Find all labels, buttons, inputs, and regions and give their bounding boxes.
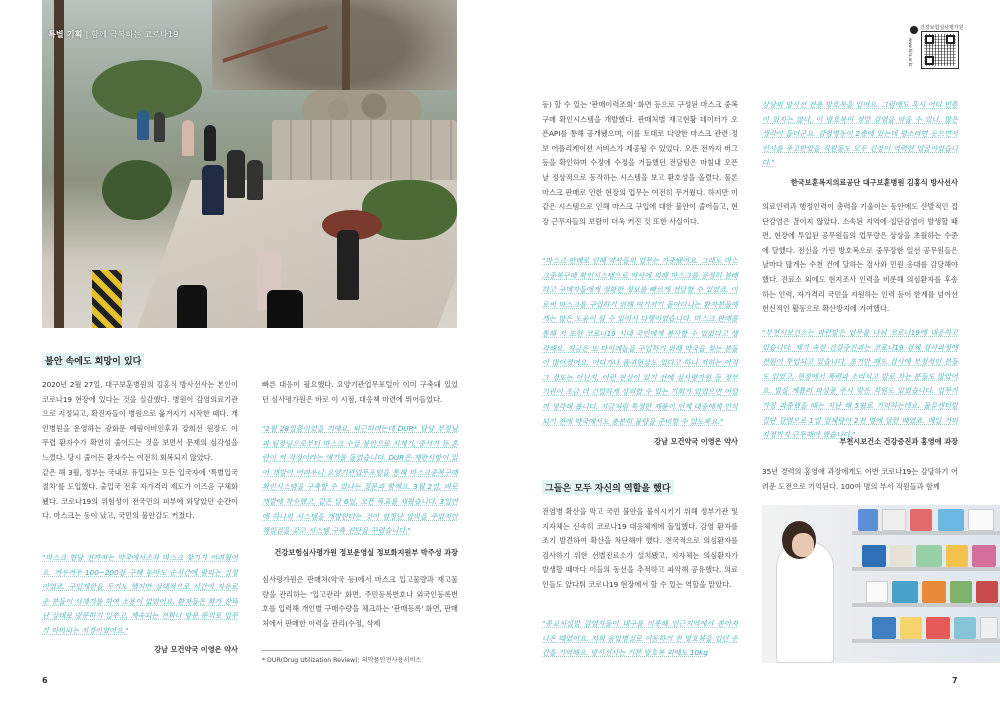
qr-finder	[925, 56, 934, 65]
product-box	[900, 617, 922, 639]
person	[247, 160, 263, 200]
shelf	[852, 567, 1000, 571]
product-box	[980, 617, 998, 639]
right-col2-body2: 35년 경력의 홍영애 과장에게도 이번 코로나19는 감당하기 어려운 도전으로 기억된다. 100여 명의 부서 직원들과 함께	[762, 467, 958, 491]
quote-health-center: "부천시보건소는 파란밭은 업무를 나눠 코로나19에 대응하고 있습니다. 제가 속한 건강증진과는 코로나19 검체 검사과정에 전원이 투입되고 있습니다. 초기만 해도 검사에 부정적인 분들도 있었고, 현장에서 폭력과 소리치고 발로 차는 분들도 많았어요. 발을 계룔러 파상풍 주사 맞은 직원도 있었습니다. 업무가 가장 과중했을 때는 지난 해 5월로 기억하는데요. 물류센터발 집단 감염으로 1일 검체량이 2천 명에 달한 때였죠. 매일 거의 자정까지 근무해야 했습니다."	[762, 328, 958, 440]
quote-attribution: 강남 모건약국 이영은 약사	[154, 645, 238, 654]
quote-radiographer-start: "종교시설발 감염자들이 대구를 비롯해 인근지역에서 쏟아져 나온 때였어요. 저희 음압병실로 이동하기 전 방호복을 입던 순간을 기억해요. 방사선사는 기본 방호복 외에도 10kg	[542, 619, 738, 658]
person	[202, 165, 224, 215]
shelf	[852, 603, 1000, 607]
person	[267, 290, 303, 328]
product-box	[926, 617, 950, 639]
product-box	[946, 545, 968, 567]
quote-pharmacist: "마스크 협당 전까지는 약국에서조차 마스크 찾기가 어려웠어요. 겨우겨우 100~200장 구해 놓아도 순식간에 팔리는 실정이었죠. 구입제한을 두기도 했지만 상대적으로 시간이 자유로운 분들이 사재기를 하여 소용이 없었어요. 환자들은 화가 잔뜩 난 상태로 방문하기 일쑤고, 계속되는 전화나 방문 문의로 업무가 마비되는 지경이었어요."	[42, 553, 238, 635]
left-col2-body: 심사평가원은 판매처(약국 등)에서 마스크 입고물량과 재고물량을 관리하는 '입고관리' 화면, 주민등록번호나 외국인등록번호를 입력해 개인별 구매수량을 체크하는 '판매등록' 화면, 판매처에서 판매한 이력을 관리(수정, 삭제	[262, 575, 458, 628]
quote-attribution: 한국보훈복지의료공단 대구보훈병원 김홍식 방사선사	[790, 178, 958, 187]
person	[227, 150, 245, 198]
subhead-hope: 불안 속에도 희망이 있다	[42, 353, 144, 368]
quote-attribution: 강남 모건약국 이영은 약사	[654, 437, 738, 446]
qr-code-icon	[922, 32, 958, 68]
right-col1-body: 등) 할 수 있는 '판매이력조회' 화면 등으로 구성된 마스크 중복구매 확인시스템을 개발했다. 판매처별 재고현황 데이터가 오픈API를 통해 공개됐으며, 이를 토대로 다양한 마스크 관련 정보 어플리케이션 서비스가 제공될 수 있었다. 오픈 전까지 버그 등을 확인하며 수정에 수정을 거듭했던 전담팀은 마침내 오픈 날 정상적으로 동작하는 시스템을 보고 환호성을 올렸다. 물론 마스크 판매로 인한 현장의 업무는 여전히 무거웠다. 하지만 이같은 시스템으로 인해 마스크 구입에 대한 불안이 줄어들고, 현장 근무자들의 보람이 더욱 커진 것 또한 사실이다.	[542, 100, 738, 226]
quote-hira: "2월 28일쯤이었을 거예요. 퇴근하려는데 DUR* 담당 부장님과 팀장님으로부터 마스크 수급 불안으로 시재기, 중서기 등 혼란이 커 걱정이라는 얘기를 들었습니다. DUR은 제한사항이 있어 개발이 어려우니 요양기관업무포털을 통해 마스크중복구매 확인시스템을 구축할 수 있냐는 질문과 함께요. 3월 2일, 바로 개발에 착수했고, 같은 달 6일, 오픈 목표를 세웠습니다. 3일만에 하나의 시스템을 개발한다는 것이 엄청난 압박을 주었지만 책임감을 갖고 시스템 구축 진단을 꾸렸습니다."	[262, 424, 458, 536]
paragraph: 같은 해 3월, 정부는 국내로 유입되는 모든 입국자에 '특별입국절차'를 도입했다. 출입국 전후 자가격리 제도가 이즈음 구체화 됐다. 코로나19의 위험성이 전국민의 피부에 와닿았던 순간이다. 마스크는 동이 났고, 국민의 불안감도 커졌다.	[42, 467, 238, 521]
left-col2-intro: 빠른 대응이 필요했다. 요양기관업무포털이 이미 구축돼 있었던 심사평가원은 바로 이 시점, 대응책 마련에 뛰어들었다.	[262, 380, 458, 404]
product-box	[968, 509, 994, 531]
section-header	[48, 29, 179, 40]
product-box	[972, 545, 996, 567]
product-box	[892, 581, 918, 603]
product-box	[950, 581, 972, 603]
barrier	[92, 270, 122, 328]
person	[204, 125, 216, 161]
product-box	[916, 545, 942, 567]
quote-radiographer-cont: 상당의 방사선 전용 방호복을 입어요. 그럼에도 혹시 어디 빈틈이 있지는 않나, 이 방호복이 정말 감염을 막을 수 있나, 많은 생각이 들더군요. 감염병동이 2층에 있는데 평소라면 웃으면서 인사를 주고받았을 직원들도 모두 긴장이 역력한 얼굴이었습니다."	[762, 100, 958, 168]
person	[182, 120, 194, 156]
hira-logo-icon	[910, 26, 918, 34]
person	[177, 285, 207, 328]
product-box	[866, 581, 888, 603]
product-box	[858, 509, 878, 531]
product-box	[890, 545, 912, 567]
product-box	[938, 509, 964, 531]
product-box	[872, 617, 896, 639]
photo-queue-outdoors	[42, 0, 457, 328]
person	[337, 230, 359, 300]
person	[137, 110, 149, 140]
left-col1-body	[42, 378, 238, 524]
subhead-roles: 그들은 모두 자신의 역할을 했다	[542, 480, 674, 495]
product-box	[910, 509, 932, 531]
product-box	[954, 617, 976, 639]
section-divider: |	[85, 30, 92, 39]
shrub	[102, 160, 172, 220]
section-title: 함께 극복하는 코로나19	[91, 30, 179, 39]
paragraph: 2020년 2월 27일, 대구보훈병원의 김홍식 방사선사는 본인이 코로나19 현장에 있다는 것을 실감했다. 병원이 감염의료기관으로 지정되고, 확진자들이 병원으로 옮겨지기 시작한 때다. 개인병원을 운영하는 광화문 예림이비인후과 강희선 원장도 이 무렵 환자수가 확연히 줄어드는 것을 보면서 문제의 심각성을 느꼈다. 당시 줄어든 환자수는 여전히 회복되지 않았다.	[42, 380, 238, 462]
shelf	[852, 639, 1000, 643]
hira-logo-text: 건강보험심사평가원	[920, 25, 964, 31]
footnote-rule	[262, 650, 342, 651]
pharmacist	[776, 541, 834, 663]
qr-finder	[925, 35, 934, 44]
qr-finder	[946, 35, 955, 44]
product-box	[862, 545, 886, 567]
right-col2-body: 의료인력과 행정인력이 총력을 기울이는 동안에도 산발적인 집단감염은 끊이지 않았다. 소속된 지역에 집단감염이 발생할 때면, 현장에 투입된 공무원들의 업무량은 상상을 초월하는 수준에 달했다. 전신을 가린 방호복으로 중무장한 일선 공무원들은 날마다 많게는 수천 건에 달하는 검사와 민원 응대를 감당해야 했다. 진료소 외에도 현지조사 인력을 비롯해 의심환자를 후송하는 인력, 자가격리 국민을 지원하는 인력 등이 한계를 넘어선 헌신적인 활동으로 확산방지에 기여했다.	[762, 202, 958, 314]
product-box	[922, 581, 946, 603]
page-number: 6	[42, 676, 48, 685]
pole	[54, 0, 64, 328]
right-page	[500, 0, 1000, 707]
quote-pharmacist-2: "마스크 판매로 인해 약사들의 업무는 가중됐어요. 그래도 마스크중복구매 확인시스템으로 약사에 의해 마스크를 공정히 분배하고 구매자들에게 정확한 정보를 빠르게 전달할 수 있었죠. 이로써 마스크를 구입하기 위해 여기저기 돌아다니는 환자분들에게는 많은 도움이 될 수 있어서 다행이었습니다. 마스크 판매를 통해 저 또한 코로나19 시대 국민에게 봉사할 수 있었다고 생각해요. 지금은 또 타이레놀을 구입하기 위해 약국을 찾는 분들이 많아졌어요. 어디가나 품귀현상도 있다고 하니 저희는 아직 그 정도는 아닌지, 이런 현상이 있기 전에 심사평가원 등 정부기관이 조금 더 긴밀하게 상의할 수 있는 기회가 있었으면 어떨까 생각해 봅니다. 지금처럼 특정한 제품이 언제 대중에게 인식되기 전에 약국에서도 충분히 물량을 준비할 수 있도록요."	[542, 256, 738, 426]
shelf	[852, 531, 1000, 535]
person	[154, 112, 165, 142]
footnote: * DUR(Drug Utilization Review): 의약품안전사용서비스	[262, 657, 422, 664]
hira-url: www.hira.or.kr	[908, 38, 913, 67]
page-number: 7	[952, 676, 958, 685]
quote-attribution: 부천시보건소 건강증진과 홍영애 과장	[839, 437, 958, 446]
photo-pharmacy	[762, 505, 1000, 663]
product-box	[882, 509, 906, 531]
section-label: 특별 기획	[48, 30, 83, 39]
quote-attribution: 건강보험심사평가원 정보운영실 정보화지원부 박주성 과장	[274, 548, 458, 557]
pharmacist-face	[792, 533, 814, 557]
product-box	[976, 581, 998, 603]
right-col1-body2: 전염병 확산을 막고 국민 불안을 불식시키기 위해 정부기관 및 지자체는 신속히 코로나19 대응체계에 돌입했다. 감염 환자를 조기 발견하여 확산을 차단해야 했다. 전국적으로 의심환자를 검사하기 위한 선별진료소가 설치됐고, 지자체는 의심환자가 발생할 때마다 이들의 동선을 추적하고 파악해 공유했다. 의료인들도 앞다퉈 코로나19 현장에서 할 수 있는 역할을 맡았다.	[542, 507, 738, 589]
